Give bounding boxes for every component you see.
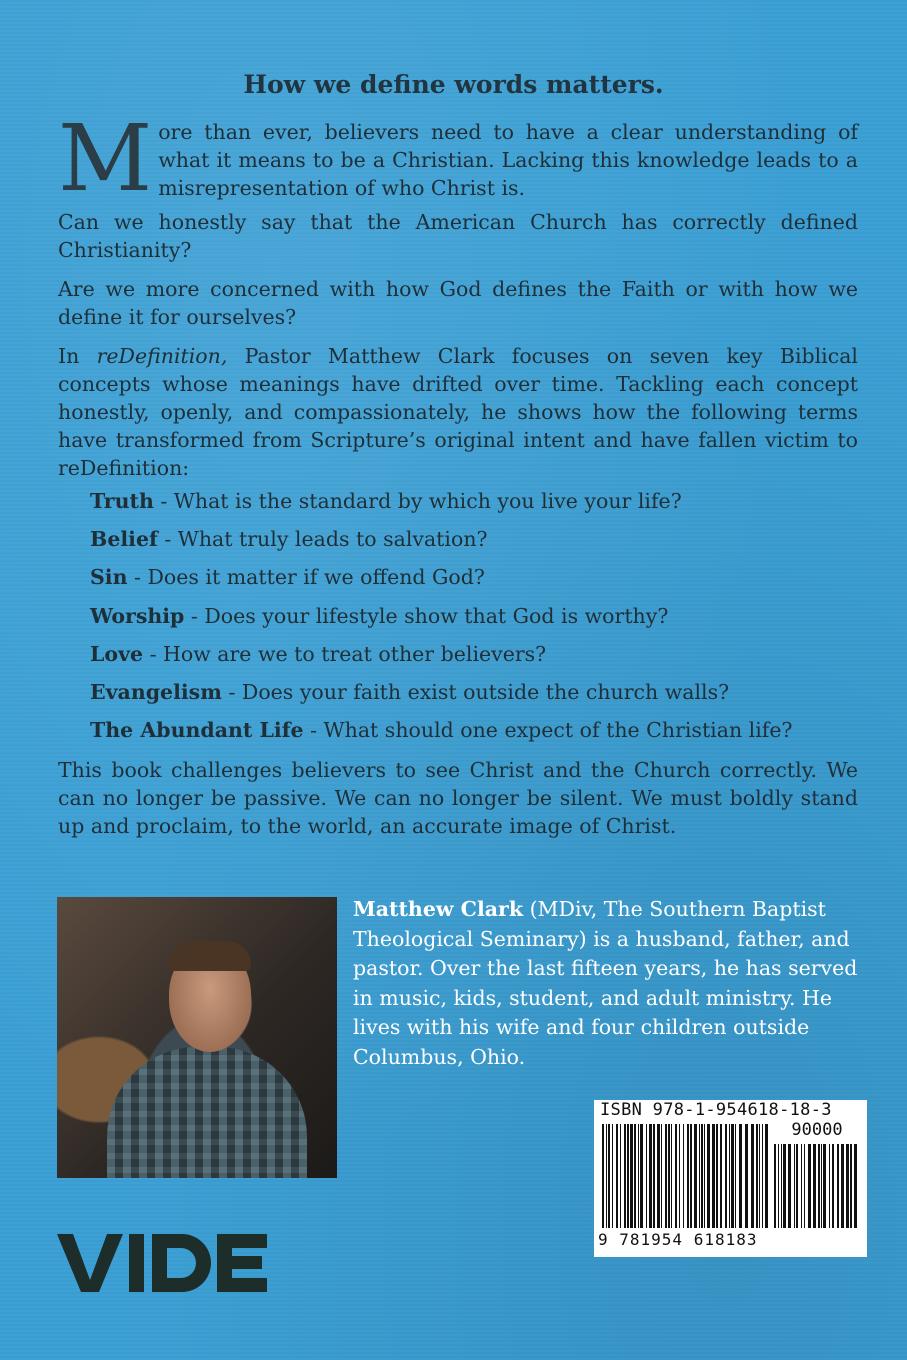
question-two: Are we more concerned with how God defines the Faith or with how we define it for ourselves?	[58, 277, 858, 329]
list-item	[90, 678, 880, 716]
list-item	[90, 640, 880, 678]
term-name: Love	[90, 641, 144, 666]
ean-number: 9 781954 618183	[598, 1230, 758, 1249]
author-shirt	[107, 1047, 307, 1178]
intro-text: ore than ever, believers need to have a clear understanding of what it means to be a Christian. Lacking this knowledge leads to a misrepresentation of who Christ is.	[158, 120, 858, 200]
term-question: - Does your faith exist outside the church walls?	[221, 679, 730, 704]
isbn-number: ISBN 978-1-954618-18-3	[600, 1100, 832, 1120]
term-question: - Does it matter if we offend God?	[127, 565, 485, 590]
addon-barcode-bars-icon	[774, 1144, 860, 1228]
term-question: - Does your lifestyle show that God is worthy?	[184, 603, 669, 628]
list-item	[90, 602, 880, 640]
term-question: - What truly leads to salvation?	[157, 527, 488, 552]
term-name: Truth	[90, 489, 154, 513]
list-item	[90, 525, 880, 563]
back-cover-heading: How we define words matters.	[243, 70, 664, 99]
term-question: - What should one expect of the Christian life?	[303, 718, 793, 743]
term-name: The Abundant Life	[90, 718, 304, 743]
author-bio-text: (MDiv, The Southern Baptist Theological Seminary) is a husband, father, and pastor. Over the last fifteen years, he has served in music, kids, student, and adult ministry. He lives with his wife and four children outside Columbus, Ohio.	[353, 897, 858, 1069]
publisher-logo	[57, 1230, 272, 1296]
list-item	[90, 563, 880, 601]
term-name: Sin	[90, 565, 128, 590]
list-item	[90, 487, 880, 525]
intro-paragraph	[58, 105, 858, 212]
terms-list	[90, 487, 880, 754]
description-paragraph	[58, 342, 858, 482]
drop-cap-letter: M	[58, 105, 153, 212]
closing-paragraph: This book challenges believers to see Christ and the Church correctly. We can no longer be passive. We can no longer be silent. We must boldly stand up and proclaim, to the world, an accurate image of Christ.	[58, 758, 858, 838]
isbn-barcode	[594, 1100, 867, 1257]
list-item	[90, 716, 880, 754]
term-name: Worship	[90, 603, 185, 628]
vide-logo-icon	[57, 1234, 267, 1292]
term-question: - What is the standard by which you live your life?	[153, 489, 682, 513]
author-hair	[169, 941, 251, 971]
author-name: Matthew Clark	[353, 897, 524, 921]
question-one: Can we honestly say that the American Church has correctly defined Christianity?	[58, 210, 858, 262]
term-name: Belief	[90, 527, 158, 552]
term-name: Evangelism	[90, 679, 222, 704]
book-title-italic: reDefinition,	[96, 344, 228, 368]
author-bio	[353, 895, 858, 1072]
price-addon-number: 90000	[791, 1120, 843, 1140]
description-rest: Pastor Matthew Clark focuses on seven key Biblical concepts whose meanings have drifted over time. Tackling each concept honestly, openly, and compassionately, he shows how the following terms have transformed from Scripture’s original intent and have fallen victim to reDefinition:	[58, 344, 858, 480]
term-question: - How are we to treat other believers?	[143, 641, 547, 666]
author-photo	[57, 897, 337, 1178]
description-lead: In	[58, 344, 97, 368]
barcode-bars-icon	[602, 1124, 768, 1228]
